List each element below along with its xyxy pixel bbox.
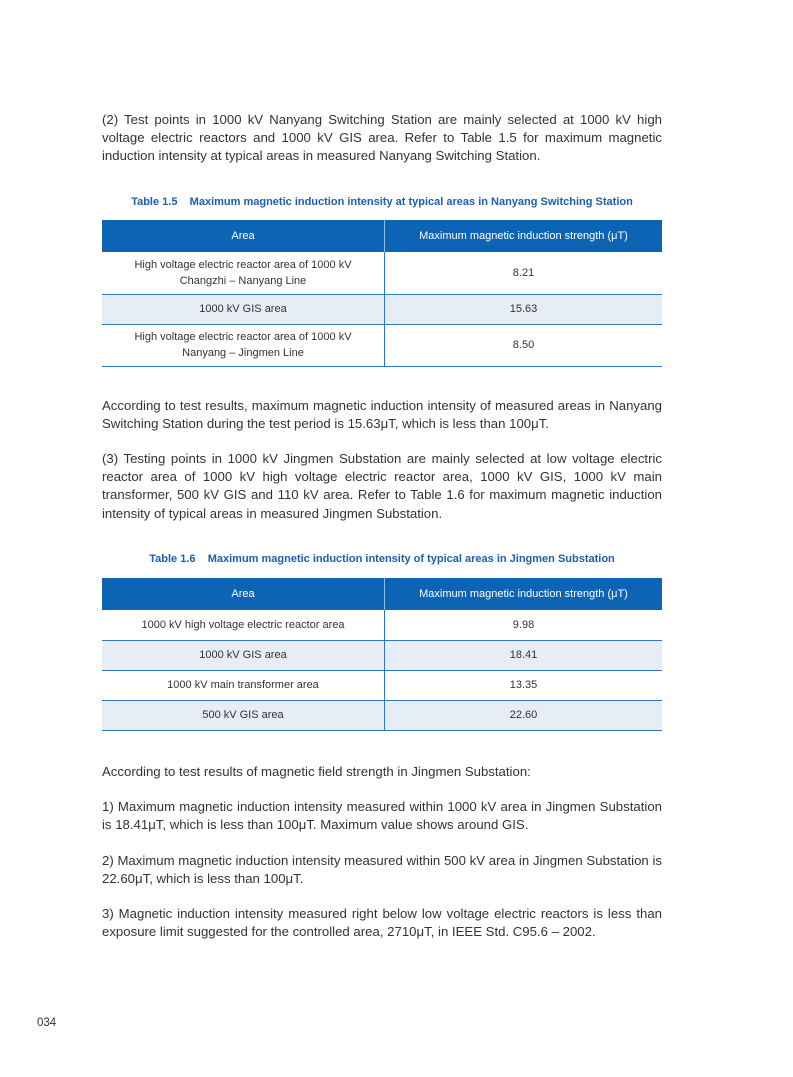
table-row	[102, 252, 662, 294]
paragraph-nanyang-intro: (2) Test points in 1000 kV Nanyang Switching Station are mainly selected at 1000 kV high voltage electric reactors and 1000 kV GIS area. Refer to Table 1.5 for maximum magnetic induction intensity at typical areas in measured Nanyang Switching Station.	[102, 112, 662, 164]
table-row	[102, 294, 662, 324]
value-cell: 18.41	[385, 640, 663, 670]
column-header-area: Area	[102, 220, 385, 252]
table-header-row	[102, 578, 662, 610]
column-header-area: Area	[102, 578, 385, 610]
table-1-6	[102, 578, 662, 731]
area-line: Nanyang – Jingmen Line	[182, 347, 304, 359]
table-1-5	[102, 220, 662, 367]
area-line: Changzhi – Nanyang Line	[179, 274, 307, 287]
table-1-6-caption: Table 1.6 Maximum magnetic induction intensity of typical areas in Jingmen Substation	[149, 553, 615, 565]
value-cell: 8.50	[385, 324, 663, 366]
area-line: High voltage electric reactor area of 1000 kV	[134, 258, 352, 271]
column-header-strength: Maximum magnetic induction strength (μT)	[385, 220, 663, 252]
area-cell: 1000 kV GIS area	[102, 294, 385, 324]
area-cell: 1000 kV main transformer area	[102, 670, 385, 700]
value-cell: 8.21	[385, 252, 663, 294]
area-cell: 500 kV GIS area	[102, 700, 385, 730]
table-1-5-caption: Table 1.5 Maximum magnetic induction intensity at typical areas in Nanyang Switching Station	[131, 196, 633, 208]
paragraph-jingmen-intro: (3) Testing points in 1000 kV Jingmen Substation are mainly selected at low voltage electric reactor area of 1000 kV high voltage electric reactor area, 1000 kV GIS, 1000 kV main transformer, 500 kV GIS and 110 kV area. Refer to Table 1.6 for maximum magnetic induction intensity of typical areas in measured Jingmen Substation.	[102, 451, 662, 521]
paragraph-result-1: 1) Maximum magnetic induction intensity measured within 1000 kV area in Jingmen Substation is 18.41μT, which is less than 100μT. Maximum value shows around GIS.	[102, 799, 662, 833]
value-cell: 22.60	[385, 700, 663, 730]
table-header-row	[102, 220, 662, 252]
area-line: High voltage electric reactor area of 1000 kV	[134, 331, 352, 343]
area-cell	[102, 324, 385, 366]
paragraph-jingmen-results-intro: According to test results of magnetic field strength in Jingmen Substation:	[102, 764, 531, 779]
value-cell: 15.63	[385, 294, 663, 324]
value-cell: 13.35	[385, 670, 663, 700]
page-number: 034	[37, 1017, 57, 1029]
column-header-strength: Maximum magnetic induction strength (μT)	[385, 578, 663, 610]
value-cell: 9.98	[385, 610, 663, 640]
paragraph-result-2: 2) Maximum magnetic induction intensity measured within 500 kV area in Jingmen Substation is 22.60μT, which is less than 100μT.	[102, 853, 662, 887]
table-row	[102, 700, 662, 730]
area-cell: 1000 kV high voltage electric reactor area	[102, 610, 385, 640]
table-row	[102, 640, 662, 670]
paragraph-result-3: 3) Magnetic induction intensity measured right below low voltage electric reactors is less than exposure limit suggested for the controlled area, 2710μT, in IEEE Std. C95.6 – 2002.	[102, 906, 662, 940]
table-row	[102, 670, 662, 700]
table-row	[102, 610, 662, 640]
area-cell: 1000 kV GIS area	[102, 640, 385, 670]
table-row	[102, 324, 662, 366]
area-cell	[102, 252, 385, 294]
paragraph-nanyang-result: According to test results, maximum magnetic induction intensity of measured areas in Nanyang Switching Station during the test period is 15.63μT, which is less than 100μT.	[102, 398, 662, 432]
